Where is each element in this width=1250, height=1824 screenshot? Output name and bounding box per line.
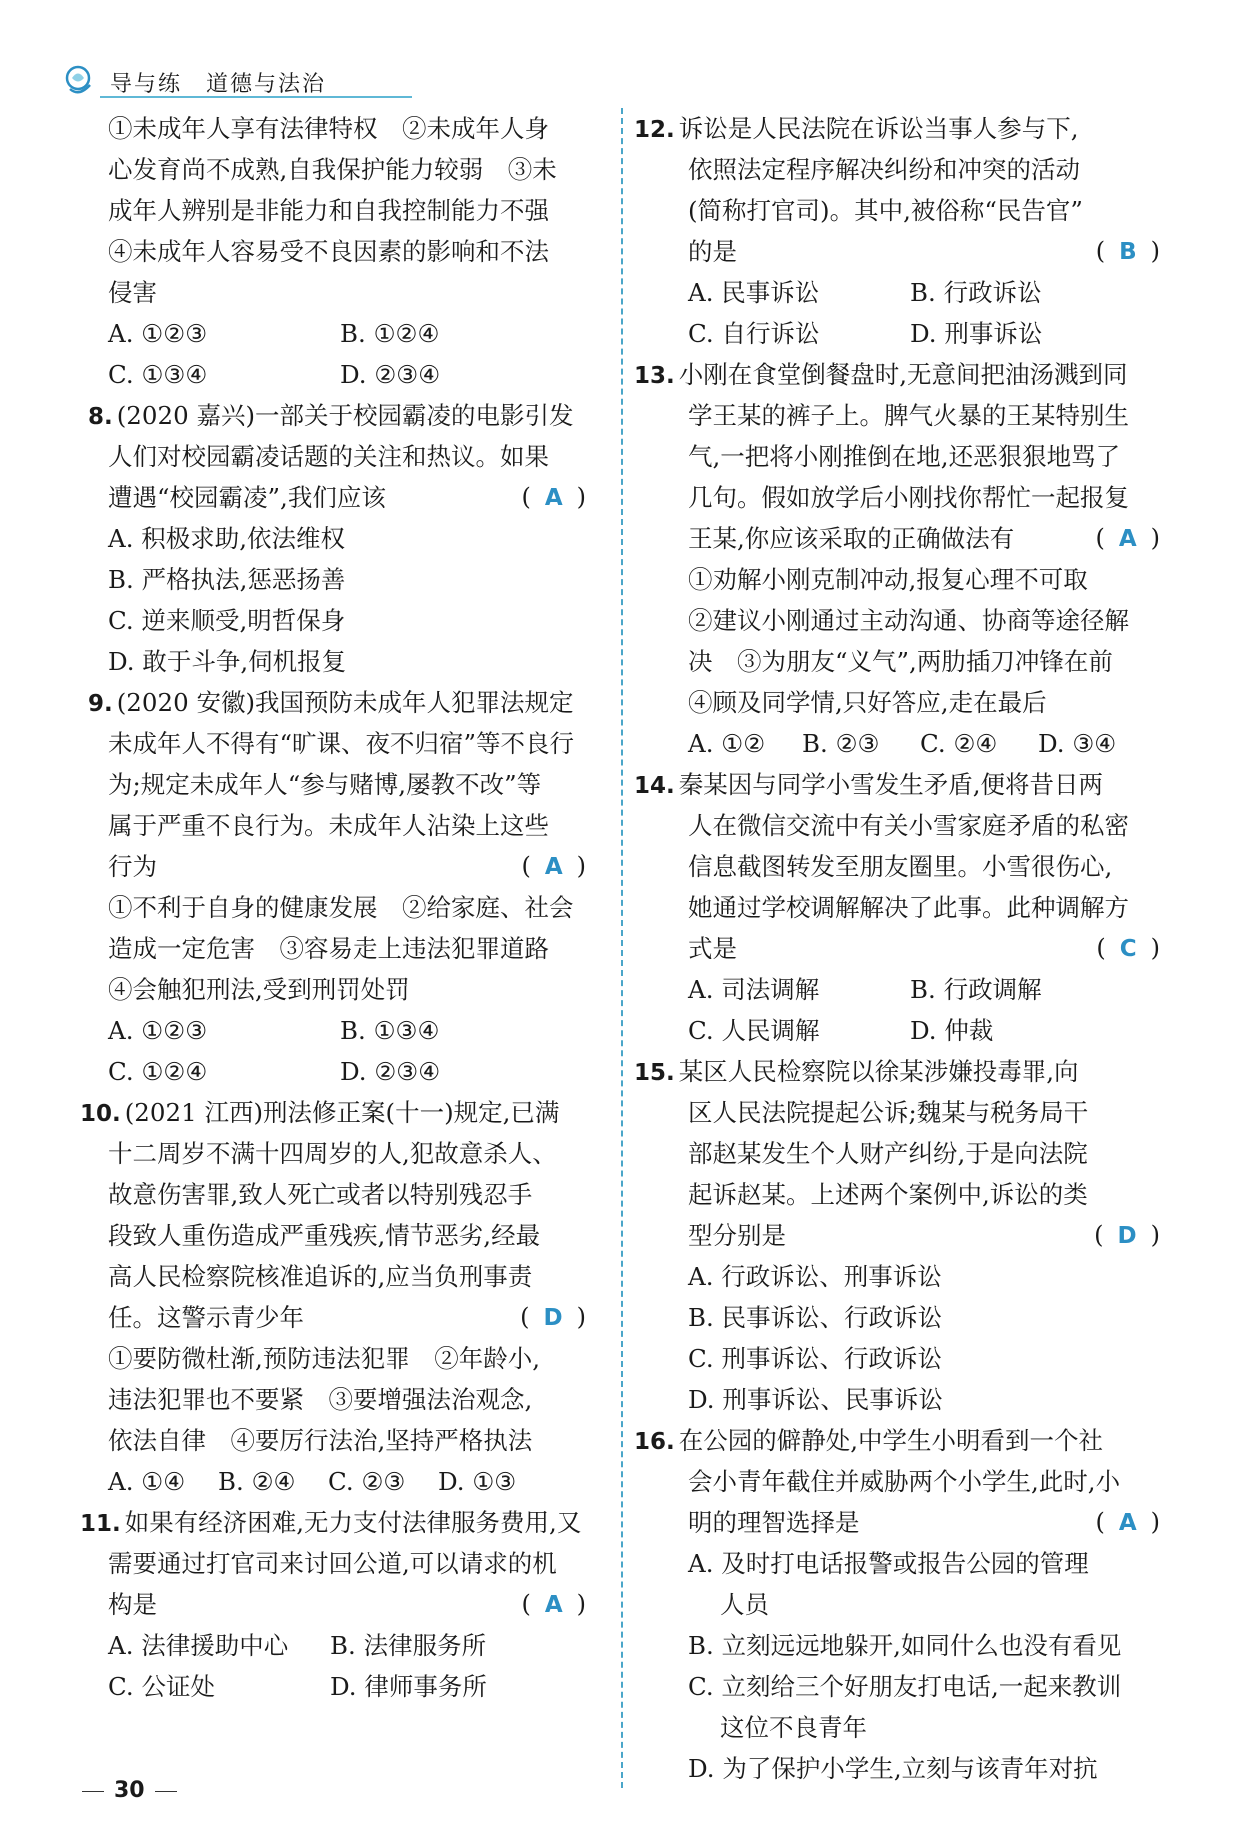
- q8-number: 8.: [88, 404, 113, 430]
- q13-text: 气,一把将小刚推倒在地,还恶狠狠地骂了: [688, 442, 1121, 471]
- q14-stem-last: [642, 928, 1162, 969]
- q13-item-line: ④顾及同学情,只好答应,走在最后: [688, 688, 1047, 717]
- q10-answer: D: [543, 1305, 565, 1331]
- q10-text: 任。这警示青少年: [108, 1303, 304, 1332]
- q13-item-line: ①劝解小刚克制冲动,报复心理不可取: [688, 565, 1088, 594]
- q12-option-d[interactable]: D. 刑事诉讼: [910, 319, 1043, 348]
- q7-option-d[interactable]: D. ②③④: [340, 360, 441, 389]
- q13-options: [642, 723, 1162, 764]
- q14-stem: [634, 764, 1162, 805]
- q7-item-line: ①未成年人享有法律特权 ②未成年人身: [108, 114, 549, 143]
- q15-text: 型分别是: [688, 1221, 786, 1250]
- q10-option-a[interactable]: A. ①④: [108, 1467, 186, 1496]
- q14-answer-bracket: ( C ): [1096, 934, 1162, 962]
- q14-number: 14.: [634, 773, 675, 799]
- q11-text: 如果有经济困难,无力支付法律服务费用,又: [124, 1508, 582, 1537]
- q11-option-b[interactable]: B. 法律服务所: [330, 1631, 487, 1660]
- q14-options: [642, 969, 1162, 1010]
- q11-answer-bracket: ( A ): [521, 1590, 588, 1618]
- q9-text: (2020 安徽)我国预防未成年人犯罪法规定: [116, 688, 574, 717]
- q12-text: 诉讼是人民法院在诉讼当事人参与下,: [678, 114, 1079, 143]
- q10-options: [88, 1461, 588, 1502]
- q14-answer: C: [1119, 936, 1139, 962]
- q16-stem: [634, 1420, 1162, 1461]
- q12-number: 12.: [634, 117, 675, 143]
- right-column: [634, 108, 1162, 1789]
- q13-text: 学王某的裤子上。脾气火暴的王某特别生: [688, 401, 1129, 430]
- q15-answer: D: [1117, 1223, 1139, 1249]
- q14-text: 秦某因与同学小雪发生矛盾,便将昔日两: [678, 770, 1104, 799]
- q13-answer: A: [1118, 526, 1139, 552]
- q12-option-c[interactable]: C. 自行诉讼: [688, 319, 820, 348]
- q10-text: (2021 江西)刑法修正案(十一)规定,已满: [124, 1098, 560, 1127]
- q14-text: 信息截图转发至朋友圈里。小雪很伤心,: [688, 852, 1113, 881]
- q16-number: 16.: [634, 1429, 675, 1455]
- q9-answer: A: [544, 854, 565, 880]
- q9-text: 属于严重不良行为。未成年人沾染上这些: [108, 811, 549, 840]
- q16-option-c-cont: 这位不良青年: [720, 1713, 867, 1742]
- q13-option-d[interactable]: D. ③④: [1038, 729, 1117, 758]
- q8-stem: [88, 395, 588, 436]
- q8-answer-bracket: ( A ): [521, 483, 588, 511]
- q13-number: 13.: [634, 363, 675, 389]
- q7-options: [88, 313, 588, 354]
- q13-text: 小刚在食堂倒餐盘时,无意间把油汤溅到同: [678, 360, 1128, 389]
- q11-option-d[interactable]: D. 律师事务所: [330, 1672, 487, 1701]
- q9-item-line: ④会触犯刑法,受到刑罚处罚: [108, 975, 410, 1004]
- q10-option-b[interactable]: B. ②④: [218, 1467, 296, 1496]
- q9-item-line: 造成一定危害 ③容易走上违法犯罪道路: [108, 934, 549, 963]
- q12-text: (简称打官司)。其中,被俗称“民告官”: [688, 196, 1083, 225]
- q8-text: 遭遇“校园霸凌”,我们应该: [108, 483, 386, 512]
- q16-text: 在公园的僻静处,中学生小明看到一个社: [678, 1426, 1104, 1455]
- q10-text: 段致人重伤造成严重残疾,情节恶劣,经最: [108, 1221, 541, 1250]
- q15-stem-last: [642, 1215, 1162, 1256]
- q12-text: 依照法定程序解决纠纷和冲突的活动: [688, 155, 1080, 184]
- q13-text: 王某,你应该采取的正确做法有: [688, 524, 1015, 553]
- q15-option-b[interactable]: B. 民事诉讼、行政诉讼: [688, 1303, 943, 1332]
- q14-text: 式是: [688, 934, 737, 963]
- q11-number: 11.: [80, 1511, 121, 1537]
- q8-stem-last: [88, 477, 588, 518]
- q16-text: 会小青年截住并威胁两个小学生,此时,小: [688, 1467, 1121, 1496]
- q8-option-c[interactable]: C. 逆来顺受,明哲保身: [108, 606, 346, 635]
- q15-number: 15.: [634, 1060, 675, 1086]
- q15-text: 部赵某发生个人财产纠纷,于是向法院: [688, 1139, 1088, 1168]
- q7-item-line: 心发育尚不成熟,自我保护能力较弱 ③未: [108, 155, 557, 184]
- q10-item-line: ①要防微杜渐,预防违法犯罪 ②年龄小,: [108, 1344, 541, 1373]
- q9-stem: [88, 682, 588, 723]
- q15-answer-bracket: ( D ): [1094, 1221, 1162, 1249]
- q9-text: 为;规定未成年人“参与赌博,屡教不改”等: [108, 770, 542, 799]
- q11-stem-last: [88, 1584, 588, 1625]
- q13-stem: [634, 354, 1162, 395]
- q13-option-a[interactable]: A. ①②: [688, 729, 766, 758]
- q11-option-c[interactable]: C. 公证处: [108, 1672, 215, 1701]
- q10-text: 十二周岁不满十四周岁的人,犯故意杀人、: [108, 1139, 557, 1168]
- q12-stem: [634, 108, 1162, 149]
- q14-options: [642, 1010, 1162, 1051]
- q15-text: 某区人民检察院以徐某涉嫌投毒罪,向: [678, 1057, 1079, 1086]
- q15-stem: [634, 1051, 1162, 1092]
- q7-item-line: ④未成年人容易受不良因素的影响和不法: [108, 237, 549, 266]
- q16-option-b[interactable]: B. 立刻远远地躲开,如同什么也没有看见: [688, 1631, 1122, 1660]
- q12-text: 的是: [688, 237, 737, 266]
- q11-option-a[interactable]: A. 法律援助中心: [108, 1631, 289, 1660]
- q11-stem: [80, 1502, 588, 1543]
- q9-option-a[interactable]: A. ①②③: [108, 1016, 208, 1045]
- q10-stem-last: [88, 1297, 588, 1338]
- left-column: [80, 108, 588, 1707]
- q7-option-c[interactable]: C. ①③④: [108, 360, 208, 389]
- q14-option-d[interactable]: D. 仲裁: [910, 1016, 994, 1045]
- q14-text: 人在微信交流中有关小雪家庭矛盾的私密: [688, 811, 1129, 840]
- q14-option-a[interactable]: A. 司法调解: [688, 975, 820, 1004]
- q10-text: 高人民检察院核准追诉的,应当负刑事责: [108, 1262, 533, 1291]
- subject-title: 道德与法治: [206, 71, 327, 97]
- q7-options: [88, 354, 588, 395]
- q10-option-c[interactable]: C. ②③: [328, 1467, 406, 1496]
- q12-options: [642, 313, 1162, 354]
- q15-option-c[interactable]: C. 刑事诉讼、行政诉讼: [688, 1344, 942, 1373]
- q7-item-line: 侵害: [108, 278, 157, 307]
- q10-stem: [80, 1092, 588, 1133]
- q7-item-line: 成年人辨别是非能力和自我控制能力不强: [108, 196, 549, 225]
- q10-item-line: 依法自律 ④要厉行法治,坚持严格执法: [108, 1426, 533, 1455]
- q8-option-d[interactable]: D. 敢于斗争,伺机报复: [108, 647, 347, 676]
- q9-options: [88, 1051, 588, 1092]
- book-title: 导与练: [110, 71, 183, 97]
- q9-answer-bracket: ( A ): [521, 852, 588, 880]
- q10-answer-bracket: ( D ): [520, 1303, 588, 1331]
- q9-text: 行为: [108, 852, 157, 881]
- q15-option-d[interactable]: D. 刑事诉讼、民事诉讼: [688, 1385, 943, 1414]
- q8-text: 人们对校园霸凌话题的关注和热议。如果: [108, 442, 549, 471]
- q14-option-c[interactable]: C. 人民调解: [688, 1016, 820, 1045]
- q14-option-b[interactable]: B. 行政调解: [910, 975, 1042, 1004]
- book-logo-icon: [62, 63, 96, 101]
- q12-answer-bracket: ( B ): [1095, 237, 1162, 265]
- q15-text: 区人民法院提起公诉;魏某与税务局干: [688, 1098, 1089, 1127]
- header-rule: [100, 96, 412, 98]
- q12-option-b[interactable]: B. 行政诉讼: [910, 278, 1042, 307]
- q8-answer: A: [544, 485, 565, 511]
- page-number-text: 30: [114, 1778, 145, 1803]
- q11-answer: A: [544, 1592, 565, 1618]
- q12-stem-last: [642, 231, 1162, 272]
- q9-stem-last: [88, 846, 588, 887]
- q10-text: 故意伤害罪,致人死亡或者以特别残忍手: [108, 1180, 533, 1209]
- q16-answer: A: [1118, 1510, 1139, 1536]
- q11-text: 需要通过打官司来讨回公道,可以请求的机: [108, 1549, 557, 1578]
- q13-option-c[interactable]: C. ②④: [920, 729, 998, 758]
- page-number: [72, 1778, 187, 1803]
- q15-text: 起诉赵某。上述两个案例中,诉讼的类: [688, 1180, 1088, 1209]
- q16-option-c[interactable]: C. 立刻给三个好朋友打电话,一起来教训: [688, 1672, 1122, 1701]
- q12-answer: B: [1119, 239, 1139, 265]
- q16-option-d[interactable]: D. 为了保护小学生,立刻与该青年对抗: [688, 1754, 1098, 1783]
- q7-option-b[interactable]: B. ①②④: [340, 319, 440, 348]
- q16-option-a-cont: 人员: [720, 1590, 769, 1619]
- q11-options: [88, 1666, 588, 1707]
- q9-option-b[interactable]: B. ①③④: [340, 1016, 440, 1045]
- q14-text: 她通过学校调解解决了此事。此种调解方: [688, 893, 1129, 922]
- q13-item-line: ②建议小刚通过主动沟通、协商等途径解: [688, 606, 1129, 635]
- q9-option-d[interactable]: D. ②③④: [340, 1057, 441, 1086]
- q16-text: 明的理智选择是: [688, 1508, 860, 1537]
- q8-option-b[interactable]: B. 严格执法,惩恶扬善: [108, 565, 346, 594]
- q8-text: (2020 嘉兴)一部关于校园霸凌的电影引发: [116, 401, 574, 430]
- q9-text: 未成年人不得有“旷课、夜不归宿”等不良行: [108, 729, 575, 758]
- q13-stem-last: [642, 518, 1162, 559]
- q11-options: [88, 1625, 588, 1666]
- q16-stem-last: [642, 1502, 1162, 1543]
- q9-number: 9.: [88, 691, 113, 717]
- column-divider: [621, 108, 623, 1788]
- q9-item-line: ①不利于自身的健康发展 ②给家庭、社会: [108, 893, 574, 922]
- q16-answer-bracket: ( A ): [1095, 1508, 1162, 1536]
- q12-options: [642, 272, 1162, 313]
- q9-options: [88, 1010, 588, 1051]
- q7-option-a[interactable]: A. ①②③: [108, 319, 208, 348]
- q10-item-line: 违法犯罪也不要紧 ③要增强法治观念,: [108, 1385, 533, 1414]
- q13-item-line: 决 ③为朋友“义气”,两肋插刀冲锋在前: [688, 647, 1113, 676]
- q13-answer-bracket: ( A ): [1095, 524, 1162, 552]
- q11-text: 构是: [108, 1590, 157, 1619]
- q10-number: 10.: [80, 1101, 121, 1127]
- q12-option-a[interactable]: A. 民事诉讼: [688, 278, 820, 307]
- q10-option-d[interactable]: D. ①③: [438, 1467, 517, 1496]
- q8-option-a[interactable]: A. 积极求助,依法维权: [108, 524, 346, 553]
- q9-option-c[interactable]: C. ①②④: [108, 1057, 208, 1086]
- q15-option-a[interactable]: A. 行政诉讼、刑事诉讼: [688, 1262, 942, 1291]
- q16-option-a[interactable]: A. 及时打电话报警或报告公园的管理: [688, 1549, 1089, 1578]
- q13-option-b[interactable]: B. ②③: [802, 729, 880, 758]
- q13-text: 几句。假如放学后小刚找你帮忙一起报复: [688, 483, 1129, 512]
